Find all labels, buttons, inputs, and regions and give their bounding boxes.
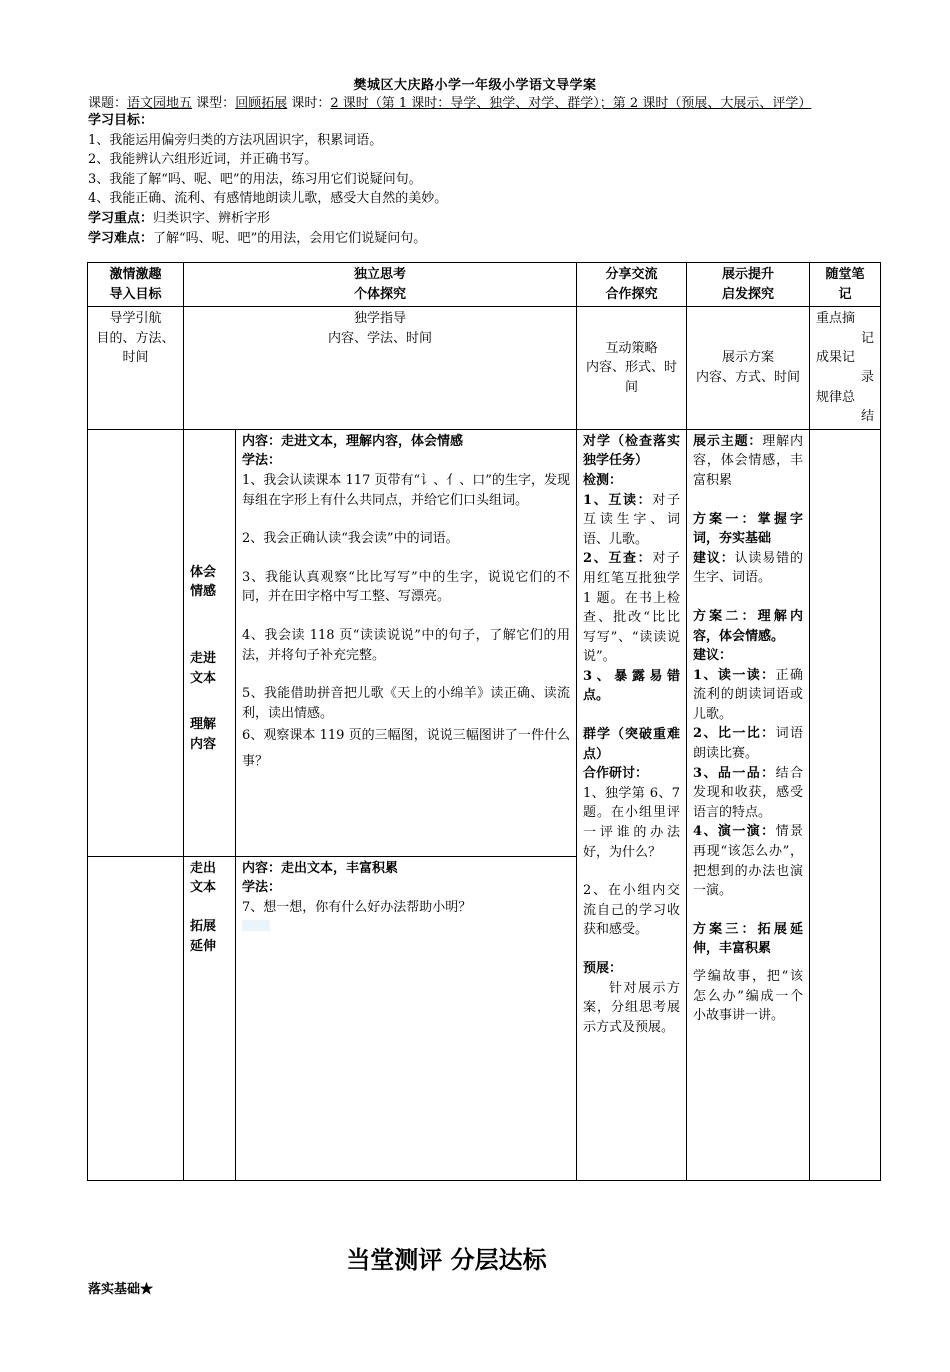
highlight-mark: [242, 920, 270, 931]
header-col5: 随堂笔 记: [810, 263, 881, 307]
coop-item: 2、在小组内交流自己的学习收获和感受。: [583, 883, 681, 938]
document-title: 樊城区大庆路小学一年级小学语文导学案: [353, 78, 597, 93]
plan3-title: 方案三：拓展延伸，丰富积累: [693, 921, 804, 957]
prep-label: 预展：: [583, 961, 623, 976]
lesson-plan-table: [87, 262, 881, 1181]
coop-item: 1、独学第 6、7 题。在小组里评一评谁的办法好，为什么？: [583, 785, 681, 860]
duixue-step: 1、互读：对子互读生字、词语、儿歌。: [583, 492, 681, 547]
header-row: [88, 263, 881, 307]
plan2-step: 3、品一品：结合发现和收获，感受语言的特点。: [693, 765, 804, 820]
study-item: 2、我会正确认读“我会读”中的词语。: [242, 531, 459, 547]
section2-content-title: 内容：走出文本，丰富积累: [242, 860, 399, 876]
type-value: 回顾拓展: [235, 96, 288, 111]
key-value: 归类识字、辨析字形: [153, 210, 271, 226]
difficulty-point: [88, 229, 447, 249]
plan2-title: 方案二：理解内容，体会情感。: [693, 608, 804, 644]
type-label: 课型：: [196, 96, 236, 111]
section1-col1: [88, 429, 184, 856]
section1-content-title: 内容：走进文本，理解内容，体会情感: [242, 433, 464, 449]
key-point: [88, 209, 447, 229]
goal-item: 4、我能正确、流利、有感情地朗读儿歌，感受大自然的美妙。: [88, 191, 448, 207]
display-theme: 展示主题：理解内容，体会情感，丰富积累: [693, 433, 804, 488]
plan2-step: 2、比一比：词语朗读比赛。: [693, 726, 804, 762]
subheader-col3: 互动策略 内容、形式、时 间: [577, 307, 687, 430]
difficulty-label: 学习难点：: [88, 230, 154, 246]
hours-label: 课时：: [291, 96, 331, 111]
duixue-step: 2、互查：对子用红笔互批独学 1 题。在书上检查、批改“比比写写”、“读读说说”。: [583, 551, 681, 665]
plan3-text: 学编故事，把“该怎么办”编成一个小故事讲一讲。: [693, 969, 804, 1024]
section2-labels: 走出 文本 拓展 延伸: [184, 856, 236, 1180]
subheader-col1: 导学引航 目的、方法、 时间: [88, 307, 184, 430]
duixue-step: 3、暴露易错点。: [583, 668, 681, 704]
study-item: 1、我会认读课本 117 页带有“讠、亻、口”的生字，发现每组在字形上有什么共同点，并给它们口头组词。: [242, 472, 571, 508]
section1-labels: 体会 情感 走进 文本 理解 内容: [184, 429, 236, 856]
section2-method-label: 学法：: [242, 880, 282, 896]
interaction-strategy: [577, 429, 687, 1180]
difficulty-value: 了解“吗、呢、吧”的用法，会用它们说疑问句。: [153, 230, 427, 246]
study-item: 3、我能认真观察“比比写写”中的生字，说说它们的不同，并在田字格中写工整、写漂亮。: [242, 569, 571, 605]
goals-title: 学习目标：: [88, 113, 154, 128]
section2-col1: [88, 856, 184, 1180]
study-item: 5、我能借助拼音把儿歌《天上的小绵羊》读正确、读流利，读出情感。: [242, 686, 571, 721]
plan2-step: 1、读一读：正确流利的朗读词语或儿歌。: [693, 667, 804, 722]
display-plan: [687, 429, 810, 1180]
goals-block: [88, 111, 447, 248]
qunxue-title: 群学（突破重难点）: [583, 727, 681, 762]
assessment-level: 落实基础★: [88, 1282, 154, 1297]
prep-text: 针对展示方案，分组思考展示方式及预展。: [583, 980, 681, 1035]
plan1-suggestion: 建议：认读易错的生字、词语。: [693, 550, 803, 586]
study-item: 7、想一想，你有什么好办法帮助小明？: [242, 899, 472, 915]
subheader-col2: 独学指导 内容、学法、时间: [184, 307, 577, 430]
goal-item: 3、我能了解“吗、呢、吧”的用法，练习用它们说疑问句。: [88, 171, 422, 187]
hours-value: 2 课时（第 1 课时：导学、独学、对学、群学）；第 2 课时（预展、大展示、评学）: [330, 96, 812, 111]
header-col2: 独立思考 个体探究: [184, 263, 577, 307]
notes-column: [810, 429, 881, 1180]
study-item: 4、我会读 118 页“读读说说”中的句子，了解它们的用法，并将句子补充完整。: [242, 627, 571, 663]
goal-item: 1、我能运用偏旁归类的方法巩固识字，积累词语。: [88, 132, 383, 148]
lesson-meta: [88, 92, 811, 111]
check-label: 检测：: [583, 472, 623, 488]
section1-method-label: 学法：: [242, 453, 282, 469]
subheader-col5: 重点摘 记 成果记 录 规律总 结: [810, 307, 881, 430]
duixue-title: 对学（检查落实独学任务）: [583, 433, 681, 469]
subheader-col4: 展示方案 内容、方式、时间: [687, 307, 810, 430]
section1-content: [236, 429, 577, 856]
header-col3: 分享交流 合作探究: [577, 263, 687, 307]
header-col4: 展示提升 启发探究: [687, 263, 810, 307]
key-label: 学习重点：: [88, 210, 154, 226]
assessment-title: 当堂测评 分层达标: [346, 1246, 547, 1274]
study-item: 6、观察课本 119 页的三幅图，说说三幅图讲了一件什么事？: [242, 728, 571, 770]
subheader-row: [88, 307, 881, 430]
coop-label: 合作研讨：: [583, 766, 649, 782]
section2-content: [236, 856, 577, 1180]
plan1-title: 方案一：掌握字词，夯实基础: [693, 511, 804, 547]
topic-label: 课题：: [88, 96, 128, 111]
topic-value: 语文园地五: [127, 96, 193, 111]
header-col1: 激情激趣 导入目标: [88, 263, 184, 307]
plan2-suggestion-label: 建议：: [693, 648, 733, 664]
section1-row: [88, 429, 881, 856]
goal-item: 2、我能辨认六组形近词，并正确书写。: [88, 152, 318, 168]
plan2-step: 4、演一演：情景再现“该怎么办”，把想到的办法也演一演。: [693, 824, 804, 899]
